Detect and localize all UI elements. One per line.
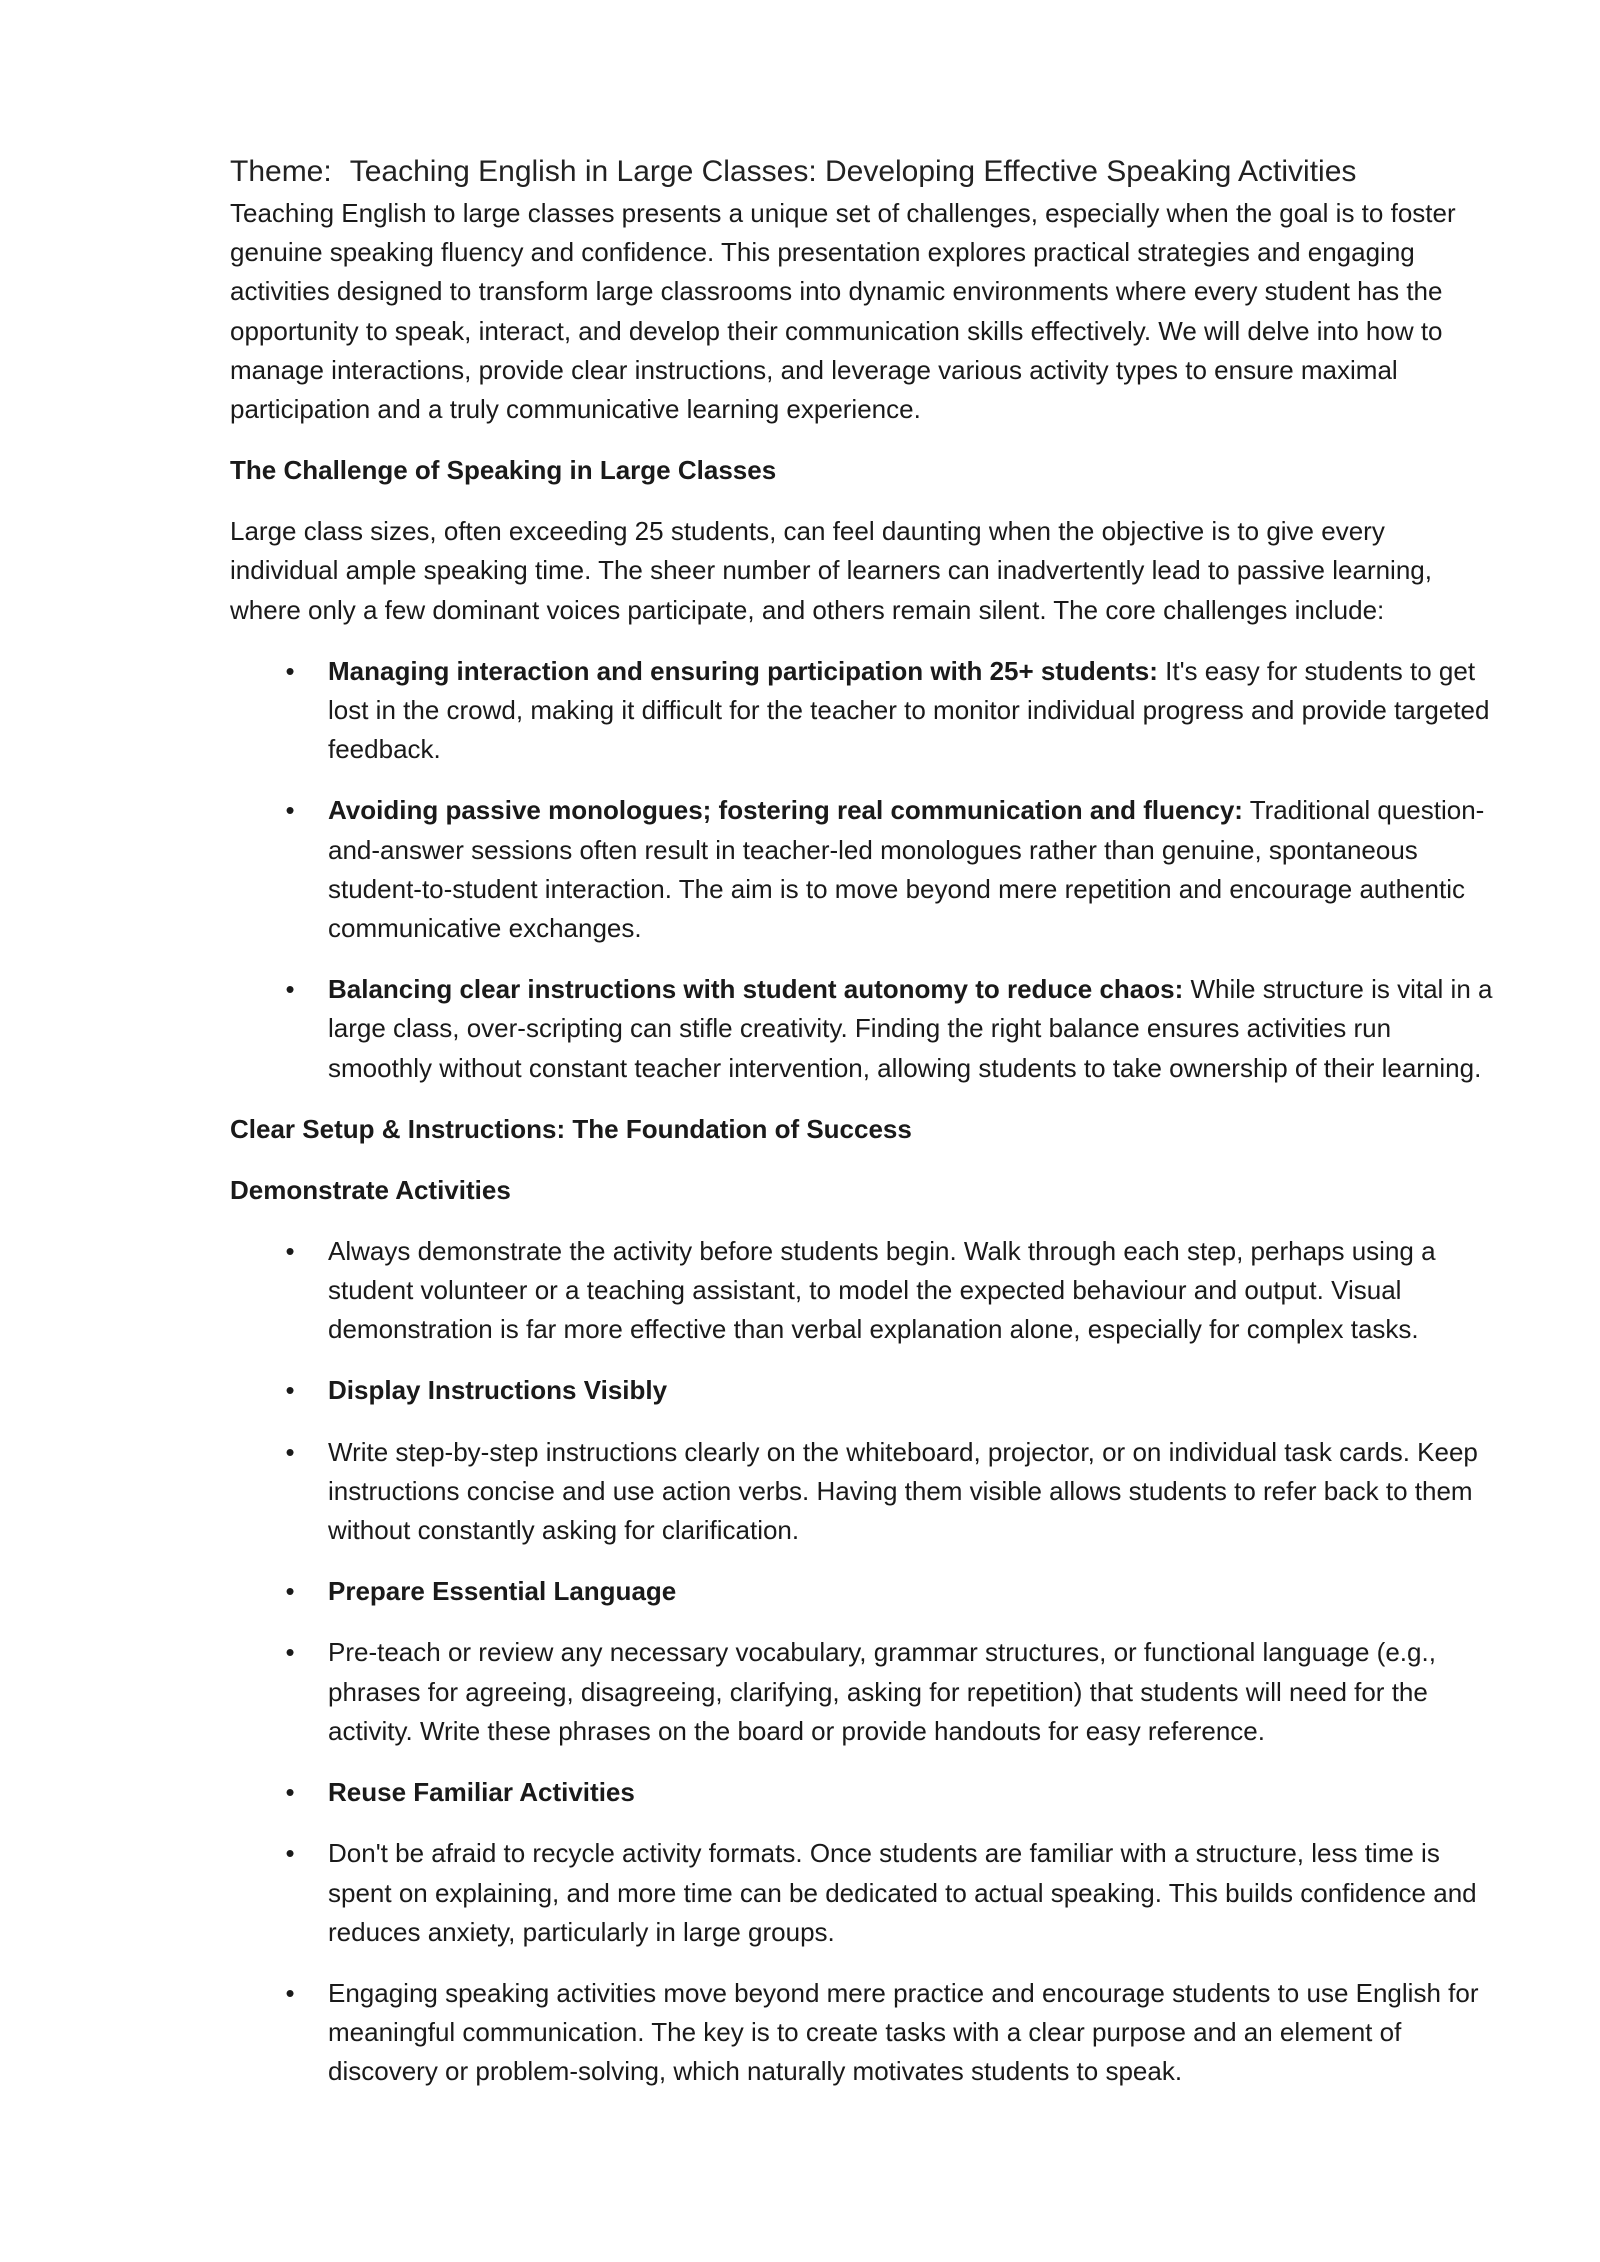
bullet-bold-text: Avoiding passive monologues; fostering real communication and fluency:: [328, 795, 1243, 826]
list-item: [230, 1974, 1500, 2092]
bullet-bold-text: Display Instructions Visibly: [328, 1375, 668, 1406]
bullet-icon: •: [285, 655, 295, 686]
list-item: [230, 970, 1500, 1088]
setup-heading: Clear Setup & Instructions: The Foundation of Success: [230, 1113, 912, 1144]
setup-bullet-list: [230, 1232, 1500, 2092]
bullet-icon: •: [285, 1375, 295, 1406]
intro-paragraph: Teaching English to large classes presents a unique set of challenges, especially when the goal is to foster genuine speaking fluency and confidence. This presentation explores practical strategies and engaging activities designed to transform large classrooms into dynamic environments where every student has the opportunity to speak, interact, and develop their communication skills effectively. We will delve into how to manage interactions, provide clear instructions, and leverage various activity types to ensure maximal participation and a truly communicative learning experience.: [230, 198, 1456, 425]
bullet-text: Always demonstrate the activity before students begin. Walk through each step, perhaps using a student volunteer or a teaching assistant, to model the expected behaviour and output. Visual demonstration is far more effective than verbal explanation alone, especially for complex tasks.: [328, 1235, 1436, 1345]
bullet-text: While structure is vital in a large class, over-scripting can stifle creativity. Finding the right balance ensures activities run smoothly without constant teacher intervention, allowing students to take ownership of their learning.: [328, 974, 1493, 1083]
list-item: [230, 1773, 1500, 1812]
list-item: [230, 652, 1500, 770]
bullet-text: Write step-by-step instructions clearly on the whiteboard, projector, or on individual task cards. Keep instructions concise and use action verbs. Having them visible allows students to refer back to them without constantly asking for clarification.: [328, 1436, 1478, 1546]
bullet-text: Traditional question-and-answer sessions often result in teacher-led monologues rather than genuine, spontaneous student-to-student interaction. The aim is to move beyond mere repetition and encourage authentic communicative exchanges.: [328, 795, 1485, 944]
setup-subheading: Demonstrate Activities: [230, 1174, 511, 1205]
bullet-bold-text: Balancing clear instructions with student autonomy to reduce chaos:: [328, 974, 1184, 1005]
bullet-icon: •: [285, 1838, 295, 1869]
bullet-icon: •: [285, 1777, 295, 1808]
bullet-icon: •: [285, 1436, 295, 1467]
bullet-text: Don't be afraid to recycle activity formats. Once students are familiar with a structure, less time is spent on explaining, and more time can be dedicated to actual speaking. This builds confidence and reduces anxiety, particularly in large groups.: [328, 1838, 1477, 1947]
bullet-text: Engaging speaking activities move beyond mere practice and encourage students to use English for meaningful communication. The key is to create tasks with a clear purpose and an element of discovery or problem-solving, which naturally motivates students to speak.: [328, 1977, 1479, 2087]
challenge-heading: The Challenge of Speaking in Large Classes: [230, 455, 777, 486]
bullet-icon: •: [285, 795, 295, 826]
bullet-icon: •: [285, 1235, 295, 1266]
challenge-bullet-list: [230, 652, 1500, 1088]
theme-title: Teaching English in Large Classes: Developing Effective Speaking Activities: [349, 155, 1357, 188]
bullet-bold-text: Reuse Familiar Activities: [328, 1777, 635, 1808]
list-item: [230, 1371, 1500, 1410]
bullet-icon: •: [285, 974, 295, 1005]
bullet-text: It's easy for students to get lost in the crowd, making it difficult for the teacher to monitor individual progress and provide targeted feedback.: [328, 655, 1490, 765]
list-item: [230, 1633, 1500, 1751]
bullet-bold-text: Prepare Essential Language: [328, 1576, 677, 1607]
list-item: [230, 1572, 1500, 1611]
bullet-icon: •: [285, 1977, 295, 2008]
theme-title-line: [230, 150, 1500, 194]
document-page: [230, 150, 1500, 2092]
challenge-paragraph: Large class sizes, often exceeding 25 students, can feel daunting when the objective is to give every individual ample speaking time. The sheer number of learners can inadvertently lead to passive learning, where only a few dominant voices participate, and others remain silent. The core challenges include:: [230, 516, 1432, 625]
list-item: [230, 1834, 1500, 1952]
bullet-bold-text: Managing interaction and ensuring participation with 25+ students:: [328, 655, 1158, 686]
theme-label: Theme:: [230, 155, 332, 188]
bullet-icon: •: [285, 1576, 295, 1607]
bullet-icon: •: [285, 1637, 295, 1668]
list-item: [230, 791, 1500, 948]
list-item: [230, 1232, 1500, 1350]
list-item: [230, 1433, 1500, 1551]
bullet-text: Pre-teach or review any necessary vocabulary, grammar structures, or functional language (e.g., phrases for agreeing, disagreeing, clarifying, asking for repetition) that students will need for the activity. Write these phrases on the board or provide handouts for easy reference.: [328, 1637, 1436, 1746]
